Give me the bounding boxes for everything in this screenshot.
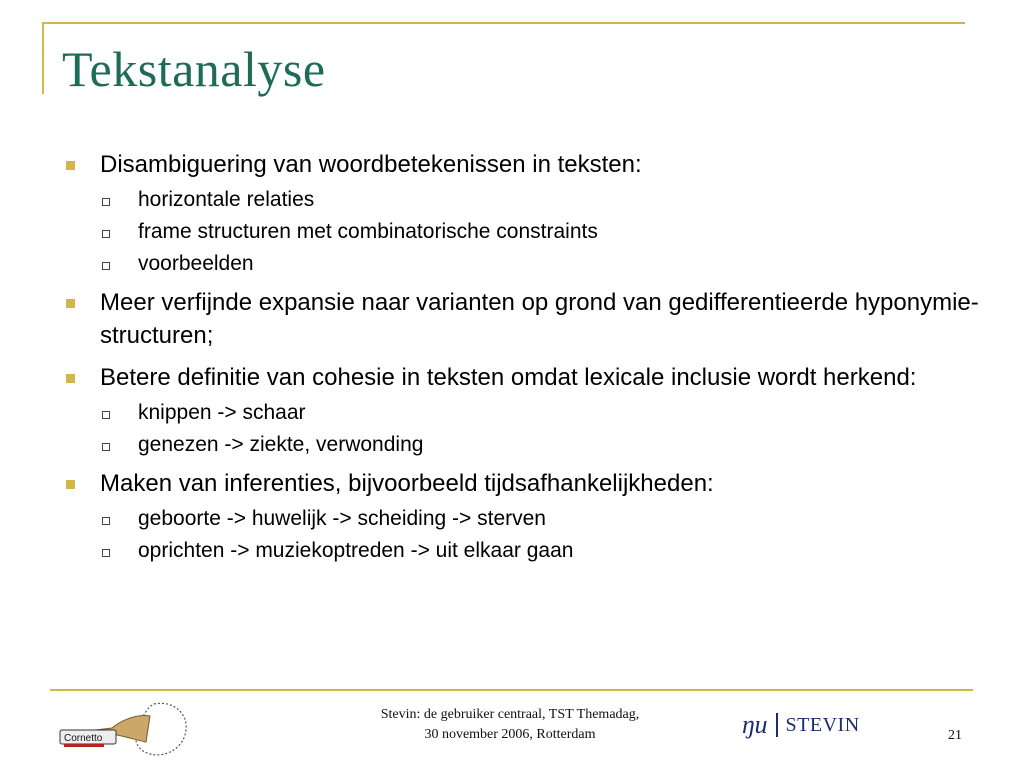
bullet-item <box>60 148 980 181</box>
sub-bullet-text: oprichten -> muziekoptreden -> uit elkaar gaan <box>138 539 574 562</box>
bullet-item <box>60 286 980 352</box>
square-bullet-icon <box>66 161 75 170</box>
bullet-text: Betere definitie van cohesie in teksten omdat lexicale inclusie wordt herkend: <box>100 364 917 391</box>
bullet-text: Meer verfijnde expansie naar varianten op grond van gedifferentieerde hyponymie-structuren; <box>100 289 979 349</box>
square-bullet-icon <box>66 299 75 308</box>
bullet-list <box>60 148 980 564</box>
sub-bullet-item <box>60 538 980 564</box>
stevin-logo <box>742 710 860 740</box>
bullet-item <box>60 361 980 394</box>
hollow-square-bullet-icon <box>102 198 110 206</box>
cornetto-logo-text: Cornetto <box>64 733 103 744</box>
hollow-square-bullet-icon <box>102 411 110 419</box>
frame-left-rule <box>42 22 44 94</box>
bullet-text: Maken van inferenties, bijvoorbeeld tijdsafhankelijkheden: <box>100 470 714 497</box>
sub-bullet-text: genezen -> ziekte, verwonding <box>138 433 424 456</box>
footer-line-1: Stevin: de gebruiker centraal, TST Themadag, <box>380 707 640 722</box>
sub-bullet-item <box>60 432 980 458</box>
slide-title: Tekstanalyse <box>62 41 326 97</box>
bullet-text: Disambiguering van woordbetekenissen in teksten: <box>100 151 642 178</box>
sub-bullet-item <box>60 400 980 426</box>
square-bullet-icon <box>66 374 75 383</box>
frame-top-rule <box>42 22 965 24</box>
stevin-wordmark: STEVIN <box>785 713 860 736</box>
square-bullet-icon <box>66 480 75 489</box>
hollow-square-bullet-icon <box>102 262 110 270</box>
sub-bullet-item <box>60 506 980 532</box>
cornetto-logo <box>54 696 194 762</box>
sub-bullet-text: voorbeelden <box>138 252 254 275</box>
logo-divider <box>776 713 778 737</box>
sub-bullet-text: knippen -> schaar <box>138 401 306 424</box>
hollow-square-bullet-icon <box>102 517 110 525</box>
sub-bullet-item <box>60 187 980 213</box>
page-number: 21 <box>948 728 962 743</box>
sub-bullet-text: geboorte -> huwelijk -> scheiding -> sterven <box>138 507 546 530</box>
sub-bullet-item <box>60 251 980 277</box>
sub-bullet-text: frame structuren met combinatorische constraints <box>138 220 598 243</box>
hollow-square-bullet-icon <box>102 549 110 557</box>
footer-line-2: 30 november 2006, Rotterdam <box>424 727 596 742</box>
hollow-square-bullet-icon <box>102 443 110 451</box>
footer-rule <box>50 689 973 691</box>
sub-bullet-item <box>60 219 980 245</box>
bullet-item <box>60 467 980 500</box>
sub-bullet-text: horizontale relaties <box>138 188 315 211</box>
hollow-square-bullet-icon <box>102 230 110 238</box>
ntu-logo-mark: ŋu <box>742 710 768 739</box>
footer-caption <box>330 705 690 745</box>
